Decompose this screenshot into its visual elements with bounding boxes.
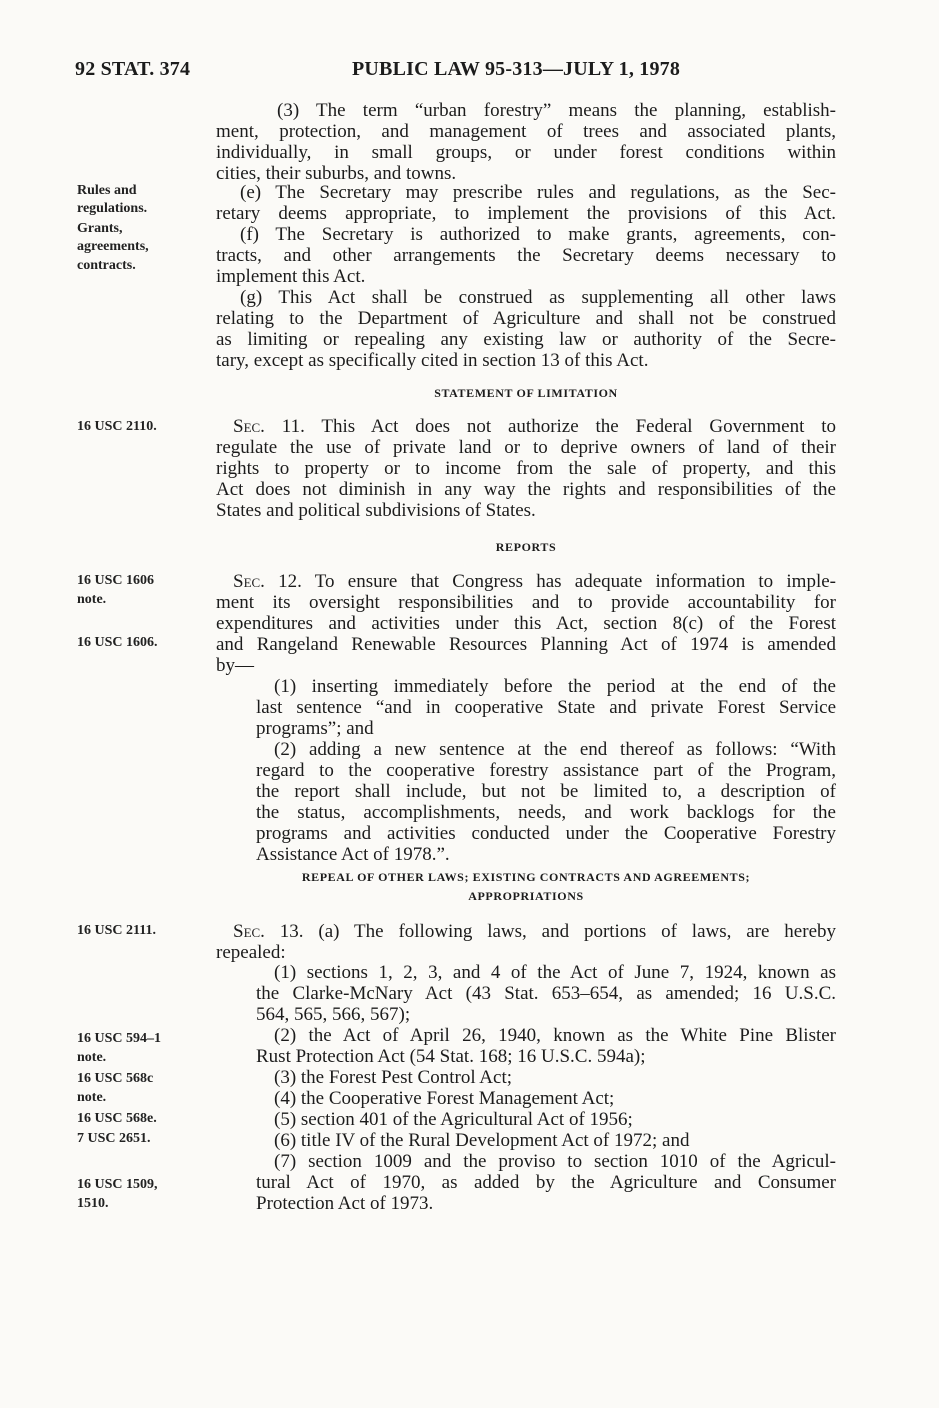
text-line: the status, accomplishments, needs, and work backlogs for the: [256, 802, 836, 823]
text-line: (1) inserting immediately before the period at the end of the: [274, 676, 836, 697]
text-line: (3) the Forest Pest Control Act;: [274, 1067, 513, 1088]
text-line: (f) The Secretary is authorized to make grants, agreements, con-: [240, 224, 836, 245]
text-line: (3) The term “urban forestry” means the planning, establish-: [277, 100, 836, 121]
text-line: rights to property or to income from the sale of property, and this: [216, 458, 836, 479]
text-line: last sentence “and in cooperative State and private Forest Service: [256, 697, 836, 718]
margin-note: 16 USC 2110.: [77, 419, 157, 434]
section-heading: STATEMENT OF LIMITATION: [434, 386, 618, 400]
text-line: (g) This Act shall be construed as supplementing all other laws: [240, 287, 836, 308]
text-line: the Clarke-McNary Act (43 Stat. 653–654, as amended; 16 U.S.C.: [256, 983, 836, 1004]
section-label: Sec.: [233, 416, 265, 437]
text-line: 564, 565, 566, 567);: [256, 1004, 411, 1025]
text-line: and Rangeland Renewable Resources Planning Act of 1974 is amended: [216, 634, 836, 655]
text-line: retary deems appropriate, to implement the provisions of this Act.: [216, 203, 836, 224]
page-title: PUBLIC LAW 95-313—JULY 1, 1978: [352, 58, 681, 80]
text-line: tural Act of 1970, as added by the Agriculture and Consumer: [256, 1172, 836, 1193]
text-line: by—: [216, 655, 254, 676]
text-line: (7) section 1009 and the proviso to section 1010 of the Agricul-: [274, 1151, 836, 1172]
text-line: implement this Act.: [216, 266, 366, 287]
text-line: relating to the Department of Agriculture and shall not be construed: [216, 308, 836, 329]
margin-note: agreements,: [77, 239, 149, 254]
margin-note: regulations.: [77, 201, 148, 216]
text-line: tracts, and other arrangements the Secretary deems necessary to: [216, 245, 836, 266]
stat-page-number: 92 STAT. 374: [75, 58, 191, 80]
text-line: as limiting or repealing any existing law or authority of the Secre-: [216, 329, 836, 350]
text-line: Sec. 12. To ensure that Congress has adequate information to imple-: [233, 571, 836, 592]
text-line: (1) sections 1, 2, 3, and 4 of the Act of June 7, 1924, known as: [274, 962, 836, 983]
margin-note: note.: [77, 592, 107, 607]
text-line: Protection Act of 1973.: [256, 1193, 434, 1214]
text-line: Sec. 13. (a) The following laws, and portions of laws, are hereby: [233, 921, 836, 942]
text-line: programs”; and: [256, 718, 374, 739]
margin-note: 16 USC 1509,: [77, 1177, 158, 1192]
text-line: regulate the use of private land or to deprive owners of land of their: [216, 437, 836, 458]
text-line: expenditures and activities under this Act, section 8(c) of the Forest: [216, 613, 836, 634]
section-heading: REPORTS: [495, 540, 557, 554]
text-line: repealed:: [216, 942, 286, 963]
text-line: cities, their suburbs, and towns.: [216, 163, 457, 184]
margin-note: Grants,: [77, 221, 123, 236]
text-line: individually, in small groups, or under forest conditions within: [216, 142, 836, 163]
margin-note: 7 USC 2651.: [77, 1131, 151, 1146]
margin-note: 16 USC 1606: [77, 573, 155, 588]
text-line: programs and activities conducted under the Cooperative Forestry: [256, 823, 836, 844]
margin-note: 1510.: [77, 1196, 109, 1211]
text-line: Rust Protection Act (54 Stat. 168; 16 U.S.C. 594a);: [256, 1046, 646, 1067]
text-line: regard to the cooperative forestry assistance part of the Program,: [256, 760, 836, 781]
text-line: Assistance Act of 1978.”.: [256, 844, 450, 865]
text-line: tary, except as specifically cited in section 13 of this Act.: [216, 350, 649, 371]
margin-note: Rules and: [77, 183, 137, 198]
margin-note: 16 USC 1606.: [77, 635, 158, 650]
text-line: (e) The Secretary may prescribe rules and regulations, as the Sec-: [240, 182, 836, 203]
text-line: Act does not diminish in any way the rights and responsibilities of the: [216, 479, 836, 500]
margin-note: 16 USC 568c: [77, 1071, 154, 1086]
margin-note: note.: [77, 1050, 107, 1065]
margin-note: note.: [77, 1090, 107, 1105]
text-line: (2) the Act of April 26, 1940, known as the White Pine Blister: [274, 1025, 836, 1046]
text-line: (2) adding a new sentence at the end thereof as follows: “With: [274, 739, 836, 760]
section-label: Sec.: [233, 921, 265, 942]
margin-note: 16 USC 2111.: [77, 923, 156, 938]
text-line: ment, protection, and management of trees and associated plants,: [216, 121, 836, 142]
text-line: the report shall include, but not be limited to, a description of: [256, 781, 836, 802]
text-line: (6) title IV of the Rural Development Act of 1972; and: [274, 1130, 690, 1151]
margin-note: 16 USC 594–1: [77, 1031, 162, 1046]
section-heading: REPEAL OF OTHER LAWS; EXISTING CONTRACTS AND AGREEMENTS;: [301, 870, 751, 884]
section-heading: APPROPRIATIONS: [468, 889, 584, 903]
text-line: (5) section 401 of the Agricultural Act of 1956;: [274, 1109, 633, 1130]
text-line: States and political subdivisions of States.: [216, 500, 536, 521]
text-line: ment its oversight responsibilities and to provide accountability for: [216, 592, 836, 613]
margin-note: 16 USC 568e.: [77, 1111, 157, 1126]
text-line: (4) the Cooperative Forest Management Act;: [274, 1088, 615, 1109]
text-line: Sec. 11. This Act does not authorize the Federal Government to: [233, 416, 836, 437]
margin-note: contracts.: [77, 258, 136, 273]
section-label: Sec.: [233, 571, 265, 592]
